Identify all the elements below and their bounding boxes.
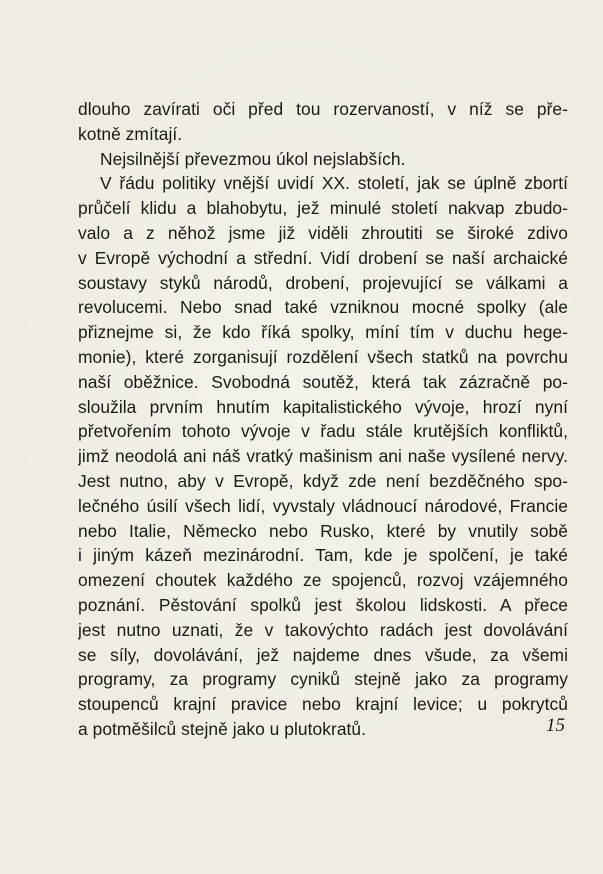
text-line: v Evropě východní a střední. Vidí drobení se naší archaické	[78, 247, 568, 268]
text-line: lečného úsilí všech lidí, vyvstaly vládnoucí národové, Francie	[78, 495, 568, 516]
text-line: přiznejme si, že kdo říká spolky, míní tím v duchu hege-	[78, 322, 568, 343]
body-text	[78, 97, 568, 742]
text-line: Nejsilnější převezmou úkol nejslabších.	[100, 148, 406, 169]
text-line: jest nutno uznati, že v takovýchto radách jest dovolávání	[78, 619, 568, 640]
text-line: i jiným kázeň mezinárodní. Tam, kde je spolčení, je také	[78, 545, 568, 566]
text-line: Jest nutno, aby v Evropě, když zde není bezděčného spo-	[78, 470, 568, 491]
text-line: naší oběžnice. Svobodná soutěž, která tak zázračně po-	[78, 371, 568, 392]
page-number: 15	[546, 715, 565, 736]
text-line: omezení choutek každého ze spojenců, rozvoj vzájemného	[78, 570, 568, 591]
text-line: přetvořením tohoto vývoje v řadu stále krutějších konfliktů,	[78, 421, 568, 442]
text-line: poznání. Pěstování spolků jest školou lidskosti. A přece	[78, 594, 568, 615]
text-line: valo a z něhož jsme již viděli zhroutiti se široké zdivo	[78, 222, 568, 243]
text-line: sloužila prvním hnutím kapitalistického vývoje, hrozí nyní	[78, 396, 568, 417]
text-line: revolucemi. Nebo snad také vzniknou mocné spolky (ale	[78, 297, 568, 318]
text-line: jimž neodolá ani náš vratký mašinism ani naše vysílené nervy.	[78, 446, 568, 467]
text-line: dlouho zavírati oči před tou rozervaností, v níž se pře-	[78, 99, 568, 119]
text-line: průčelí klidu a blahobytu, jež minulé století nakvap zbudo-	[78, 198, 568, 219]
text-line: monie), které zorganisují rozdělení všech statků na povrchu	[78, 346, 568, 367]
text-line: nebo Italie, Německo nebo Rusko, které by vnutily sobě	[78, 520, 568, 541]
text-line: kotně zmítají.	[78, 123, 183, 144]
text-line: programy, za programy cyniků stejně jako za programy	[78, 669, 568, 690]
text-line: soustavy styků národů, drobení, projevující se válkami a	[78, 272, 568, 293]
text-line: stoupenců krajní pravice nebo krajní levice; u pokrytců	[78, 694, 568, 715]
text-line: V řádu politiky vnější uvidí XX. století, jak se úplně zbortí	[100, 173, 568, 194]
text-line: se síly, dovolávání, jež najdeme dnes všude, za všemi	[78, 644, 568, 665]
text-line: a potměšilců stejně jako u plutokratů.	[78, 718, 367, 739]
